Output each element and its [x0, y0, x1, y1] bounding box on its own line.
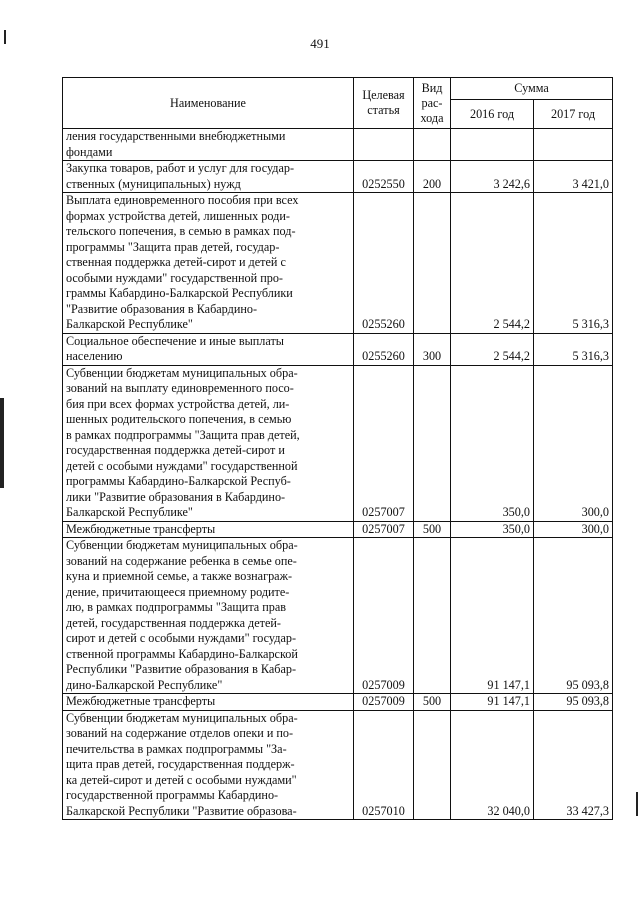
row-kind: 500 [414, 521, 451, 538]
row-kind [414, 710, 451, 820]
table-row [63, 710, 613, 820]
row-value-2017: 5 316,3 [534, 193, 613, 334]
table-header [63, 78, 613, 129]
table-row [63, 365, 613, 521]
row-value-2017 [534, 129, 613, 161]
row-target [354, 129, 414, 161]
budget-table [62, 77, 613, 820]
row-value-2017: 95 093,8 [534, 694, 613, 711]
table-row [63, 161, 613, 193]
row-name: Субвенции бюджетам муниципальных обра- зований на содержание отделов опеки и по- печительства в рамках подпрограммы "За- щита прав детей, государственная поддерж- ка детей-сирот и детей с особыми нуждами" государственной программы Кабардино- Балкарской Республики "Развитие образова- [63, 710, 354, 820]
row-value-2016: 2 544,2 [451, 333, 534, 365]
left-edge-mark [4, 30, 6, 44]
row-kind [414, 193, 451, 334]
row-target: 0257010 [354, 710, 414, 820]
row-kind [414, 129, 451, 161]
row-value-2017: 95 093,8 [534, 538, 613, 694]
right-edge-mark [636, 792, 638, 816]
table-row [63, 521, 613, 538]
row-name: ления государственными внебюджетными фондами [63, 129, 354, 161]
row-target: 0255260 [354, 333, 414, 365]
header-year-2017: 2017 год [534, 100, 613, 129]
row-value-2016 [451, 129, 534, 161]
row-value-2016: 91 147,1 [451, 694, 534, 711]
row-name: Социальное обеспечение и иные выплаты населению [63, 333, 354, 365]
header-year-2016: 2016 год [451, 100, 534, 129]
page-number: 491 [310, 36, 330, 51]
row-value-2016: 350,0 [451, 521, 534, 538]
row-value-2016: 91 147,1 [451, 538, 534, 694]
row-name: Закупка товаров, работ и услуг для государ- ственных (муниципальных) нужд [63, 161, 354, 193]
table-row [63, 333, 613, 365]
table-row [63, 129, 613, 161]
row-name: Субвенции бюджетам муниципальных обра- зований на выплату единовременного посо- бия при всех формах устройства детей, ли- шенных родительского попечения, в семью в рамках подпрограммы "Защита прав детей, государственная поддержка детей-сирот и детей с особыми нуждами" государственной программы Кабардино-Балкарской Респуб- лики "Развитие образования в Кабардино- Балкарской Республике" [63, 365, 354, 521]
table-row [63, 193, 613, 334]
header-target: Целевая статья [354, 78, 414, 129]
row-name: Субвенции бюджетам муниципальных обра- зований на содержание ребенка в семье опе- куна и приемной семье, а также вознаграж- дение, причитающееся приемному родите- лю, в рамках подпрограммы "Защита прав детей, государственная поддержка детей- сирот и детей с особыми нуждами" государ- ственной программы Кабардино-Балкарской Республики "Развитие образования в Кабар- дино-Балкарской Республике" [63, 538, 354, 694]
row-value-2016: 350,0 [451, 365, 534, 521]
row-kind: 500 [414, 694, 451, 711]
header-name: Наименование [63, 78, 354, 129]
row-value-2017: 300,0 [534, 521, 613, 538]
header-sum: Сумма [451, 78, 613, 100]
row-kind: 200 [414, 161, 451, 193]
row-target: 0257007 [354, 521, 414, 538]
row-target: 0255260 [354, 193, 414, 334]
row-name: Выплата единовременного пособия при всех формах устройства детей, лишенных роди- тельского попечения, в семью в рамках под- программы "Защита прав детей, государ- ственная поддержка детей-сирот и детей с особыми нуждами" государственной про- граммы Кабардино-Балкарской Республики "Развитие образования в Кабардино- Балкарской Республике" [63, 193, 354, 334]
row-value-2017: 33 427,3 [534, 710, 613, 820]
row-target: 0257007 [354, 365, 414, 521]
row-target: 0257009 [354, 538, 414, 694]
row-kind [414, 365, 451, 521]
row-value-2017: 3 421,0 [534, 161, 613, 193]
row-kind [414, 538, 451, 694]
row-name: Межбюджетные трансферты [63, 694, 354, 711]
row-target: 0257009 [354, 694, 414, 711]
row-value-2017: 5 316,3 [534, 333, 613, 365]
row-value-2016: 3 242,6 [451, 161, 534, 193]
row-value-2016: 32 040,0 [451, 710, 534, 820]
header-kind: Вид рас- хода [414, 78, 451, 129]
table-row [63, 694, 613, 711]
table-row [63, 538, 613, 694]
row-value-2017: 300,0 [534, 365, 613, 521]
row-value-2016: 2 544,2 [451, 193, 534, 334]
left-edge-bar [0, 398, 4, 488]
row-kind: 300 [414, 333, 451, 365]
row-target: 0252550 [354, 161, 414, 193]
row-name: Межбюджетные трансферты [63, 521, 354, 538]
